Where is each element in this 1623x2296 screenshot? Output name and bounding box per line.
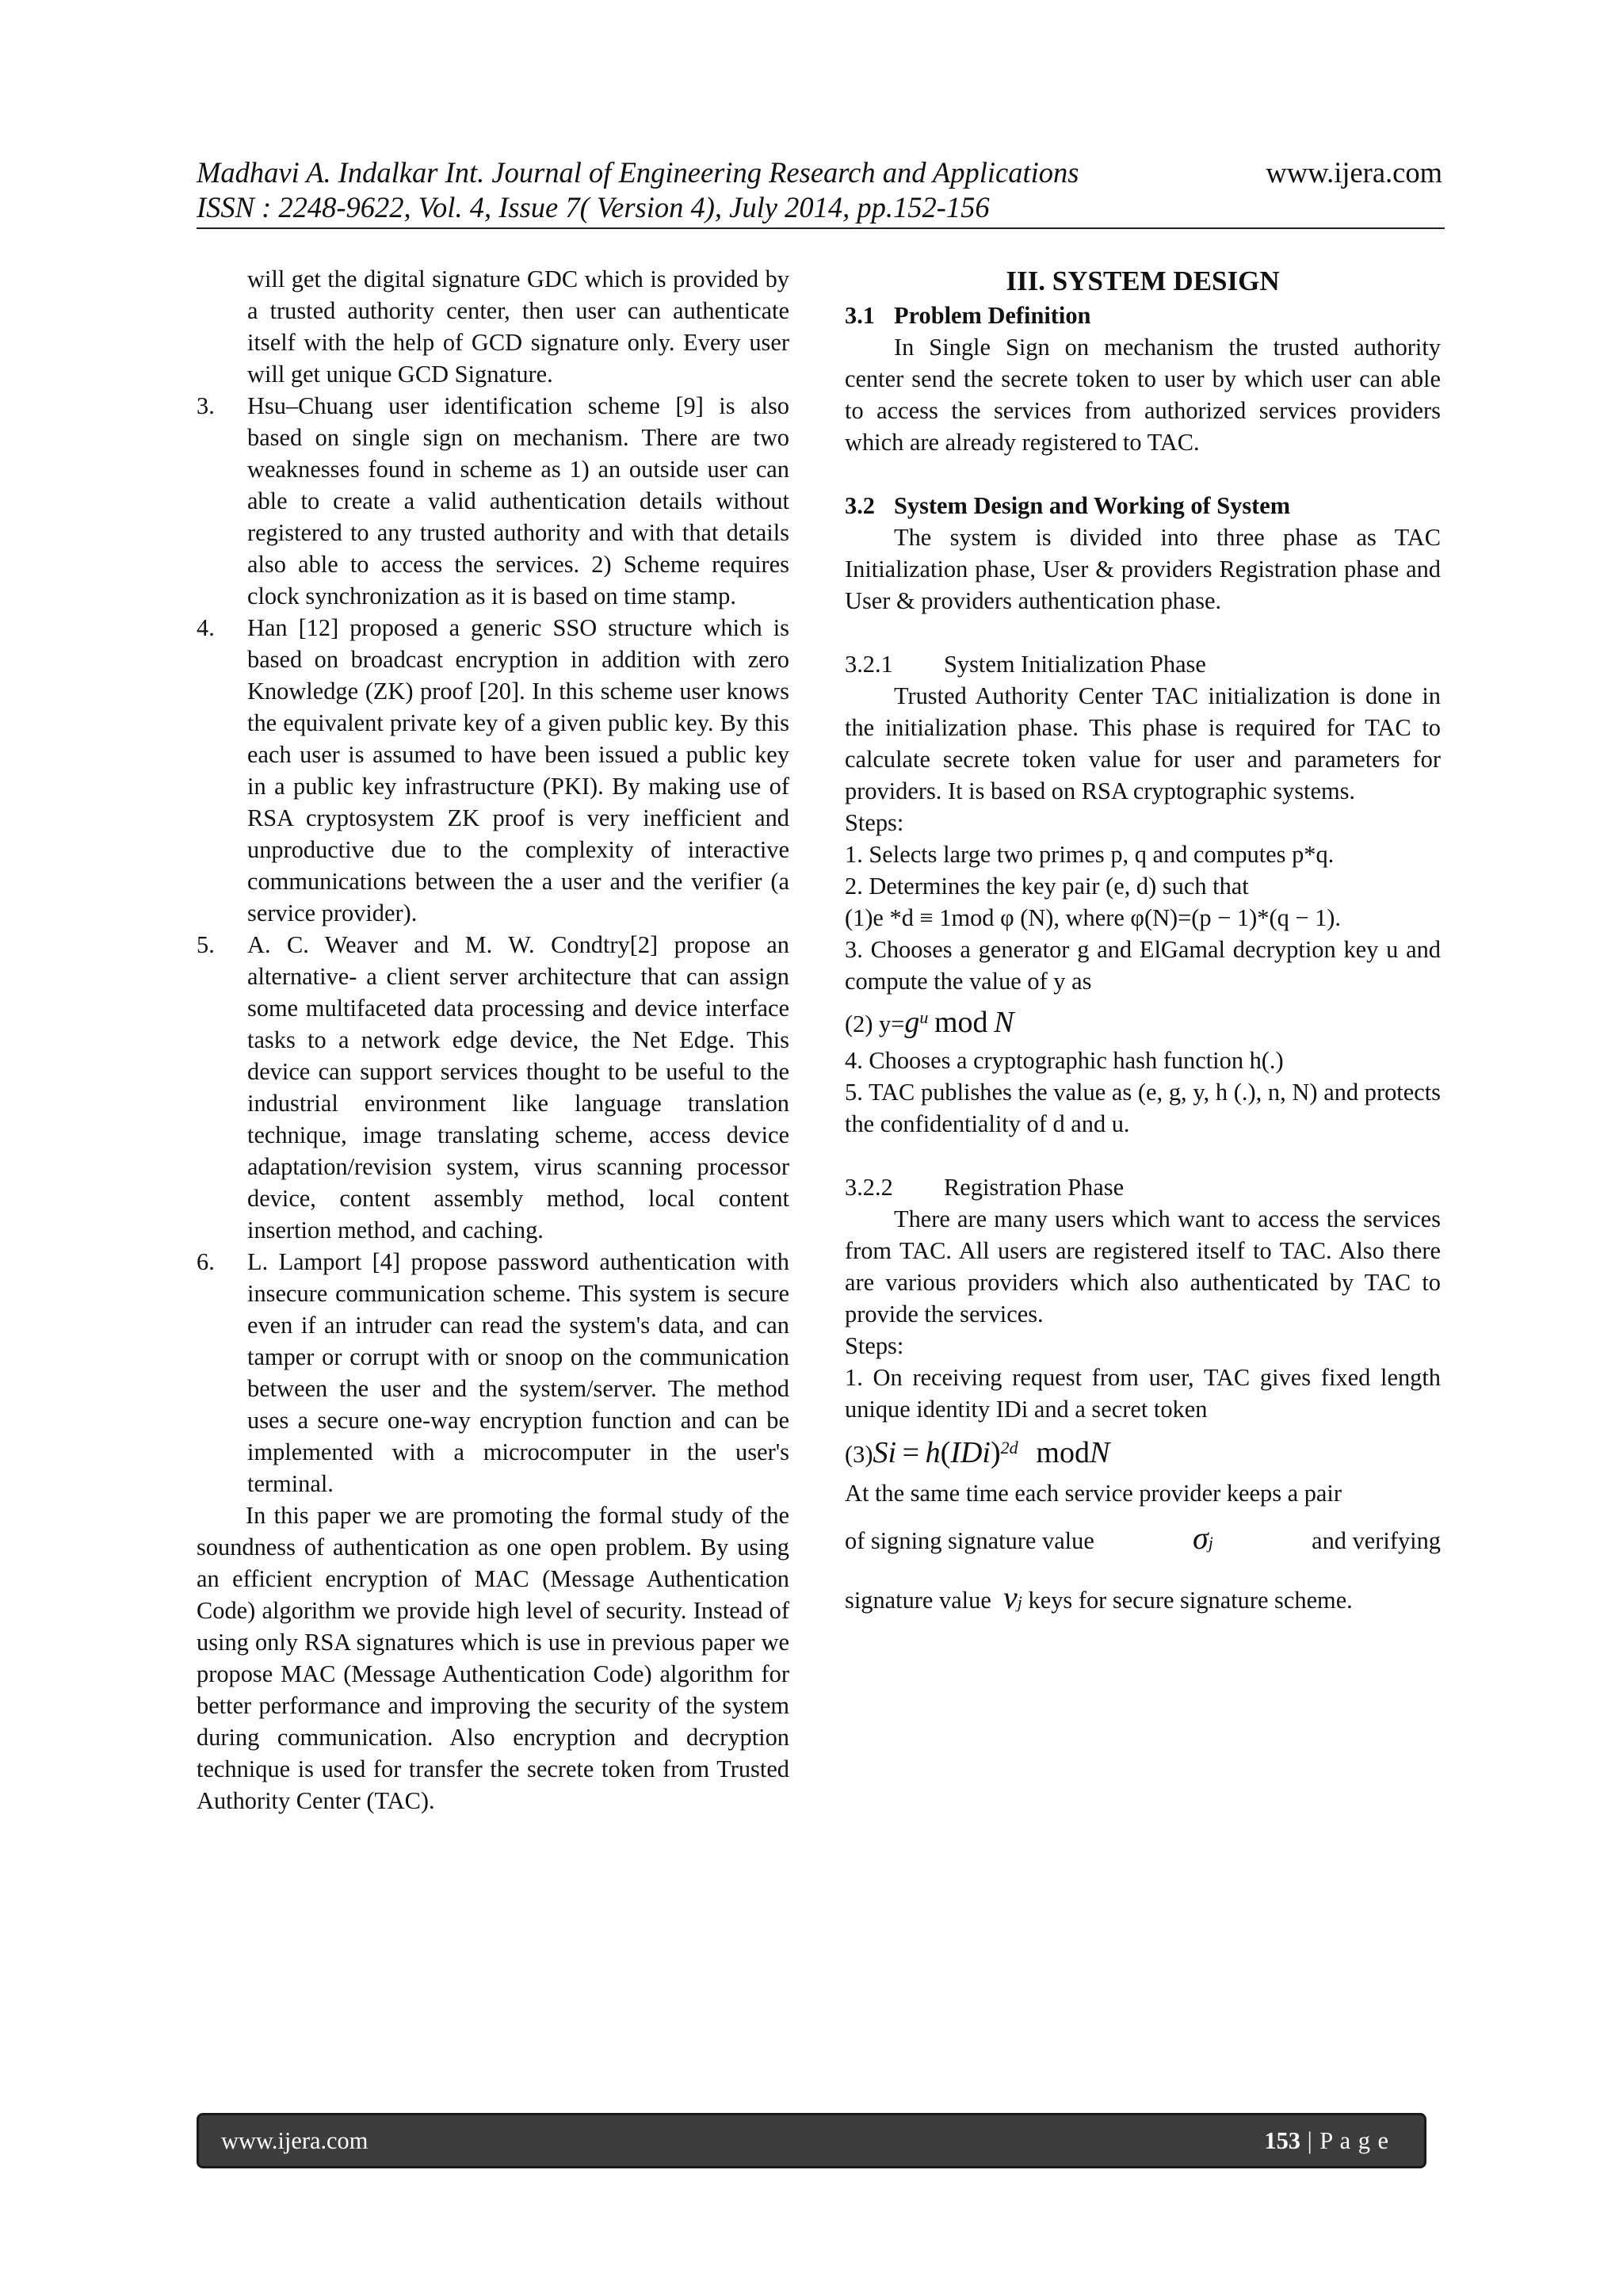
- list-item-number: 5.: [197, 931, 215, 958]
- header-journal-line: Madhavi A. Indalkar Int. Journal of Engineering Research and Applications: [197, 156, 1079, 189]
- right-column: [845, 263, 1441, 1628]
- initialization-text: Trusted Authority Center TAC initialization is done in the initialization phase. This phase is required for TAC to calculate secrete token value for user and parameters for providers. It is based on RSA cryptographic systems.: [845, 682, 1441, 804]
- system-design-text: The system is divided into three phase as TAC Initialization phase, User & providers Registration phase and User & providers authentication phase.: [845, 524, 1441, 614]
- init-step: 2. Determines the key pair (e, d) such that: [845, 873, 1249, 900]
- subsubsection-title: System Initialization Phase: [944, 651, 1206, 678]
- list-item: [197, 390, 789, 612]
- subsubsection-number: 3.2.1: [845, 651, 893, 678]
- subsection-number: 3.2: [845, 492, 875, 519]
- sigma-subscript: j: [1208, 1533, 1213, 1553]
- init-step: 3. Chooses a generator g and ElGamal decryption key u and compute the value of y as: [845, 936, 1441, 995]
- equation-id: IDi: [950, 1436, 991, 1470]
- list-item-text: A. C. Weaver and M. W. Condtry[2] propose an alternative- a client server architecture that can assign some multifaceted data processing and device interface tasks to a network edge device, the Net Edge. This device can support services thought to be useful to the industrial environment like language translation technique, image translating scheme, access device adaptation/revision system, virus scanning processor device, content assembly method, local content insertion method, and caching.: [247, 931, 789, 1244]
- subsubsection-number: 3.2.2: [845, 1174, 893, 1201]
- steps-label: Steps:: [845, 1332, 904, 1360]
- v-subscript: j: [1017, 1592, 1022, 1613]
- v-symbol: v: [1003, 1580, 1018, 1616]
- init-step: 4. Chooses a cryptographic hash function h(.): [845, 1047, 1284, 1075]
- sigma-symbol: σ: [1193, 1520, 1209, 1557]
- list-item-text: Hsu–Chuang user identification scheme [9] is also based on single sign on mechanism. There are two weaknesses found in scheme as 1) an outside user can able to create a valid authentication details without registered to any trusted authority and with that details also able to access the services. 2) Scheme requires clock synchronization as it is based on time stamp.: [247, 392, 789, 609]
- subsubsection-title: Registration Phase: [944, 1174, 1125, 1201]
- subsection-heading-3-1: [845, 300, 1441, 331]
- running-header: [197, 155, 1442, 225]
- page-number: 153: [1264, 2127, 1300, 2154]
- problem-definition-text: In Single Sign on mechanism the trusted authority center send the secrete token to user by which user can able to access the services from authorized services providers which are already registered to TAC.: [845, 334, 1441, 456]
- subsection-number: 3.1: [845, 302, 875, 329]
- subsubsection-heading-3-2-1: [845, 648, 1441, 680]
- signature-text: keys for secure signature scheme.: [1028, 1587, 1353, 1614]
- signature-line: At the same time each service provider keeps a pair: [845, 1480, 1342, 1507]
- equation-modulus: N: [994, 1006, 1014, 1040]
- list-item-text: L. Lamport [4] propose password authentication with insecure communication scheme. This system is secure even if an intruder can read the system's data, and can tamper or corrupt with or snoop on the communication between the user and the system/server. The method uses a secure one-way encryption function and can be implemented with a microcomputer in the user's terminal.: [247, 1248, 789, 1497]
- registration-text: There are many users which want to access the services from TAC. All users are registered itself to TAC. Also there are various providers which also authenticated by TAC to provide the services.: [845, 1205, 1441, 1328]
- equation-3: (3)Si = h(IDi)$^{2d}$ modN: [845, 1436, 1110, 1470]
- list-item: [197, 1246, 789, 1499]
- page-label: | P a g e: [1307, 2127, 1389, 2154]
- list-item-number: 3.: [197, 392, 215, 419]
- registration-step: 1. On receiving request from user, TAC gives fixed length unique identity IDi and a secret token: [845, 1364, 1441, 1423]
- signature-line: [845, 1572, 1441, 1628]
- equation-equals: =: [902, 1436, 920, 1470]
- left-column: [197, 263, 789, 1817]
- equation-lhs: Si: [873, 1436, 896, 1470]
- list-item: [197, 612, 789, 929]
- equation-hash: h: [925, 1436, 941, 1470]
- init-step: 5. TAC publishes the value as (e, g, y, h (.), n, N) and protects the confidentiality of d and u.: [845, 1079, 1441, 1138]
- equation-exponent: u: [919, 1007, 929, 1027]
- signature-line: [845, 1509, 1441, 1572]
- steps-label: Steps:: [845, 809, 904, 836]
- subsection-title: System Design and Working of System: [894, 492, 1291, 519]
- equation-exponent: 2d: [1000, 1438, 1018, 1458]
- subsubsection-heading-3-2-2: [845, 1171, 1441, 1203]
- subsection-title: Problem Definition: [894, 302, 1091, 329]
- header-website: www.ijera.com: [1266, 156, 1442, 189]
- init-step: 1. Selects large two primes p, q and computes p*q.: [845, 841, 1335, 868]
- signature-text: of signing signature value: [845, 1527, 1094, 1555]
- equation-mod: mod: [1036, 1436, 1090, 1470]
- equation-label: (2) y=: [845, 1010, 905, 1038]
- equation-label: (3): [845, 1441, 873, 1469]
- footer-website: www.ijera.com: [221, 2127, 369, 2154]
- header-issn-line: ISSN : 2248-9622, Vol. 4, Issue 7( Version 4), July 2014, pp.152-156: [197, 191, 990, 223]
- equation-base: g: [904, 1006, 920, 1040]
- header-rule: [197, 227, 1445, 229]
- signature-text: and verifying: [1312, 1527, 1441, 1555]
- list-item-text: Han [12] proposed a generic SSO structure which is based on broadcast encryption in addition with zero Knowledge (ZK) proof [20]. In this scheme user knows the equivalent private key of a given public key. By this each user is assumed to have been issued a public key in a public key infrastructure (PKI). By making use of RSA cryptosystem ZK proof is very inefficient and unproductive due to the complexity of interactive communications between the a user and the verifier (a service provider).: [247, 614, 789, 926]
- equation-mod: mod: [934, 1006, 988, 1040]
- subsection-heading-3-2: [845, 490, 1441, 521]
- init-step: (1)e *d ≡ 1mod φ (N), where φ(N)=(p − 1)*(q − 1).: [845, 904, 1342, 931]
- page-footer: [197, 2113, 1426, 2168]
- list-item-number: 4.: [197, 614, 215, 641]
- equation-2: [845, 997, 1441, 1045]
- closing-paragraph: In this paper we are promoting the formal study of the soundness of authentication as one open problem. By using an efficient encryption of MAC (Message Authentication Code) algorithm we provide high level of security. Instead of using only RSA signatures which is use in previous paper we propose MAC (Message Authentication Code) algorithm for better performance and improving the security of the system during communication. Also encryption and decryption technique is used for transfer the secrete token from Trusted Authority Center (TAC).: [197, 1502, 789, 1814]
- section-title: III. SYSTEM DESIGN: [1006, 266, 1280, 296]
- signature-text: signature value: [845, 1587, 991, 1614]
- list-item: [197, 929, 789, 1246]
- list-item-continuation: will get the digital signature GDC which is provided by a trusted authority center, then user can authenticate itself with the help of GCD signature only. Every user will get unique GCD Signature.: [247, 266, 789, 388]
- equation-modulus: N: [1089, 1436, 1110, 1470]
- footer-page-info: [1264, 2115, 1389, 2166]
- list-item-number: 6.: [197, 1248, 215, 1275]
